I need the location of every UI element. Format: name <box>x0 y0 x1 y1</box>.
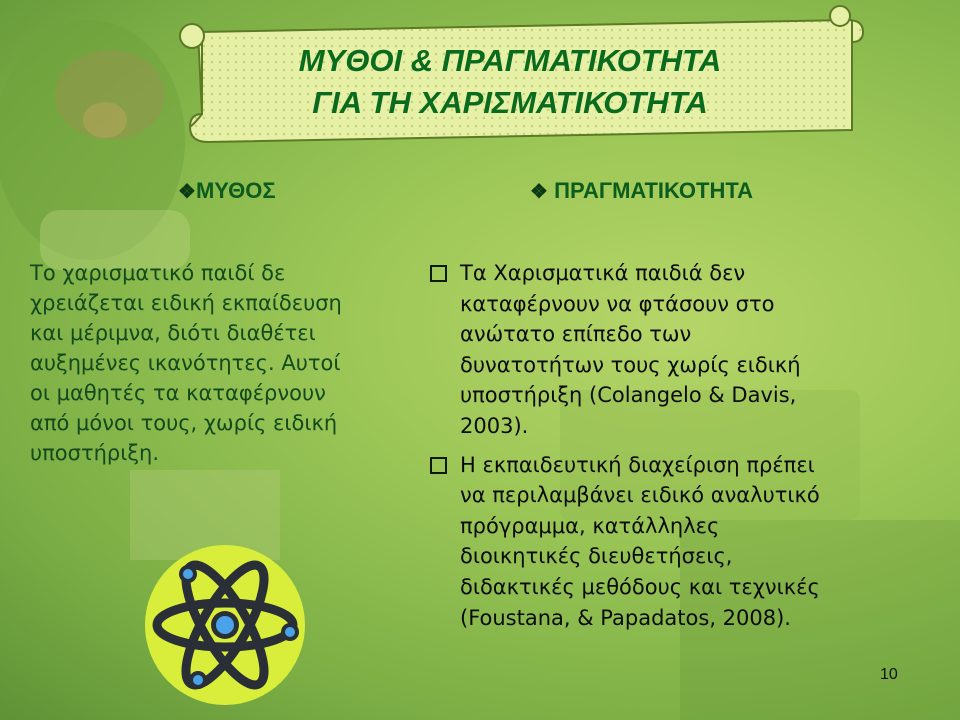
myth-line: αυξημένες ικανότητες. Αυτοί <box>30 351 341 375</box>
reality-line: (Foustana, & Papadatos, 2008). <box>460 605 791 630</box>
title-line-1: ΜΥΘΟΙ & ΠΡΑΓΜΑΤΙΚΟΤΗΤΑ <box>298 43 722 78</box>
reality-line: διδακτικές μεθόδους και τεχνικές <box>460 574 820 599</box>
reality-line: να περιλαμβάνει ειδικό αναλυτικό <box>460 483 820 508</box>
reality-line: υποστήριξη (Colangelo & Davis, <box>460 383 797 408</box>
list-item <box>430 258 930 442</box>
myth-line: υποστήριξη. <box>30 441 160 465</box>
myth-paragraph <box>30 258 430 468</box>
myth-line: χρειάζεται ειδική εκπαίδευση <box>30 291 342 315</box>
atom-icon <box>140 540 310 710</box>
myth-line: από μόνοι τους, χωρίς ειδική <box>30 411 338 435</box>
checkbox-bullet-icon <box>430 457 447 474</box>
reality-line: διοικητικές διευθετήσεις, <box>460 544 733 569</box>
myth-line: Το χαρισματικό παιδί δε <box>30 261 286 285</box>
diamond-bullet-icon: ❖ <box>530 181 548 203</box>
reality-heading <box>530 178 753 204</box>
myth-heading <box>178 178 276 204</box>
reality-heading-text: ΠΡΑΓΜΑΤΙΚΟΤΗΤΑ <box>554 178 754 203</box>
reality-line: πρόγραμμα, κατάλληλες <box>460 513 720 538</box>
reality-line: Η εκπαιδευτική διαχείριση πρέπει <box>460 452 815 477</box>
myth-line: και μέριμνα, διότι διαθέτει <box>30 321 316 345</box>
reality-line: ανώτατο επίπεδο των <box>460 322 692 347</box>
reality-line: 2003). <box>460 413 529 438</box>
list-item <box>430 450 930 634</box>
myth-heading-text: ΜΥΘΟΣ <box>195 178 276 203</box>
reality-line: Τα Χαρισματικά παιδιά δεν <box>460 261 746 285</box>
title-line-2: ΓΙΑ ΤΗ ΧΑΡΙΣΜΑΤΙΚΟΤΗΤΑ <box>312 85 708 120</box>
reality-line: δυνατοτήτων τους χωρίς ειδική <box>460 352 801 377</box>
reality-line: καταφέρνουν να φτάσουν στο <box>460 291 775 316</box>
myth-line: οι μαθητές τα καταφέρνουν <box>30 381 326 405</box>
slide-title <box>230 40 790 124</box>
diamond-bullet-icon: ❖ <box>178 181 196 203</box>
checkbox-bullet-icon <box>430 265 447 282</box>
reality-list <box>430 258 930 641</box>
page-number: 10 <box>880 666 898 683</box>
